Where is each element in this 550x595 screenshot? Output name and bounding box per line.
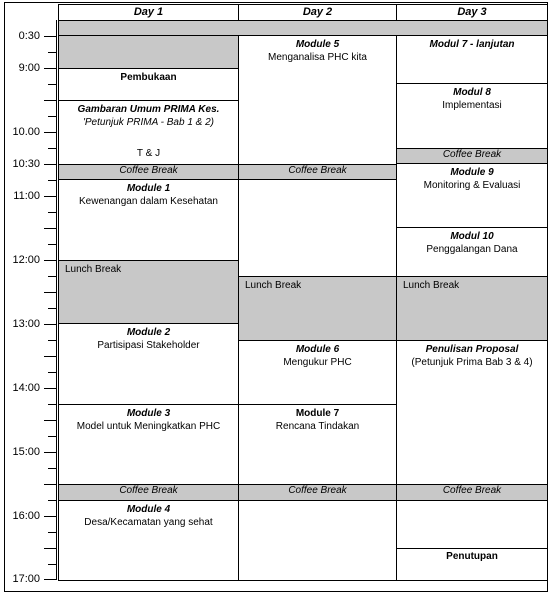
module-3-title: Module 3 xyxy=(126,408,171,419)
tick xyxy=(48,340,56,341)
day3-penulisan-proposal xyxy=(396,340,548,485)
day1-module-1 xyxy=(58,179,239,261)
day3-empty-block xyxy=(396,500,548,549)
module-5-title: Module 5 xyxy=(295,39,340,50)
tick xyxy=(48,532,56,533)
time-label-0900: 9:00 xyxy=(18,62,40,74)
day1-gambaran-umum xyxy=(58,100,239,165)
time-label-1100: 11:00 xyxy=(13,190,40,202)
time-label-1700: 17:00 xyxy=(12,573,40,585)
day1-module-2 xyxy=(58,323,239,405)
day1-pembukaan xyxy=(58,68,239,101)
tick xyxy=(44,100,56,101)
module-10-title: Modul 10 xyxy=(450,231,494,242)
tick xyxy=(44,292,56,293)
tick xyxy=(44,228,56,229)
tick xyxy=(44,196,56,197)
time-label-1300: 13:00 xyxy=(12,318,40,330)
day1-module-4 xyxy=(58,500,239,581)
time-axis-line xyxy=(56,20,57,580)
tick xyxy=(44,36,56,37)
day-header-1: Day 1 xyxy=(58,4,239,21)
tick xyxy=(48,436,56,437)
module-8-title: Modul 8 xyxy=(453,87,491,98)
tick xyxy=(44,388,56,389)
module-9-subtitle: Monitoring & Evaluasi xyxy=(423,180,521,191)
module-4-title: Module 4 xyxy=(126,504,171,515)
tick xyxy=(44,484,56,485)
module-5-subtitle: Menganalisa PHC kita xyxy=(268,52,367,63)
day2-module-6 xyxy=(238,340,397,405)
penutupan-label: Penutupan xyxy=(446,551,498,562)
proposal-title: Penulisan Proposal xyxy=(425,344,519,355)
module-4-subtitle: Desa/Kecamatan yang sehat xyxy=(84,517,213,528)
tick xyxy=(44,260,56,261)
day2-module-5 xyxy=(238,35,397,165)
time-label-1200: 12:00 xyxy=(12,254,40,266)
day2-final-block xyxy=(238,500,397,581)
time-label-0830: 0:30 xyxy=(18,30,40,42)
day2-coffee-break-2: Coffee Break xyxy=(238,484,397,501)
day3-penutupan xyxy=(396,548,548,581)
module-6-subtitle: Mengukur PHC xyxy=(283,357,352,368)
tick xyxy=(48,212,56,213)
time-label-1030: 10:30 xyxy=(12,158,40,170)
day1-prestart-block xyxy=(58,35,239,69)
tick xyxy=(44,516,56,517)
tick xyxy=(44,164,56,165)
tick xyxy=(44,356,56,357)
day3-lunch-break: Lunch Break xyxy=(396,276,548,341)
day1-module-3 xyxy=(58,404,239,485)
day3-module-10 xyxy=(396,227,548,277)
day1-coffee-break-1: Coffee Break xyxy=(58,164,239,180)
proposal-subtitle: (Petunjuk Prima Bab 3 & 4) xyxy=(411,357,533,368)
time-label-1500: 15:00 xyxy=(12,446,40,458)
module-6-title: Module 6 xyxy=(295,344,340,355)
gambaran-title: Gambaran Umum PRIMA Kes. xyxy=(77,104,220,115)
module-7-lanjutan-title: Modul 7 - lanjutan xyxy=(429,39,515,50)
module-3-subtitle: Model untuk Meningkatkan PHC xyxy=(76,421,221,432)
day2-lunch-break: Lunch Break xyxy=(238,276,397,341)
module-10-subtitle: Penggalangan Dana xyxy=(426,244,518,255)
tj-label: T & J xyxy=(136,148,161,159)
tick xyxy=(48,180,56,181)
day3-module-7-lanjutan xyxy=(396,35,548,84)
tick xyxy=(48,500,56,501)
time-label-1400: 14:00 xyxy=(12,382,40,394)
module-1-subtitle: Kewenangan dalam Kesehatan xyxy=(79,196,218,207)
day3-module-9 xyxy=(396,163,548,228)
module-9-title: Module 9 xyxy=(450,167,494,178)
day1-lunch-break: Lunch Break xyxy=(58,260,239,324)
day2-session-block xyxy=(238,179,397,277)
module-2-subtitle: Partisipasi Stakeholder xyxy=(97,340,200,351)
tick xyxy=(48,372,56,373)
day3-module-8 xyxy=(396,83,548,149)
module-1-title: Module 1 xyxy=(126,183,171,194)
tick xyxy=(48,244,56,245)
day3-coffee-break-2: Coffee Break xyxy=(396,484,548,501)
day2-module-7 xyxy=(238,404,397,485)
top-band xyxy=(58,20,548,36)
tick xyxy=(48,148,56,149)
module-8-subtitle: Implementasi xyxy=(442,100,502,111)
module-2-title: Module 2 xyxy=(126,327,171,338)
tick xyxy=(48,404,56,405)
time-label-1600: 16:00 xyxy=(12,510,40,522)
day-header-2: Day 2 xyxy=(238,4,397,21)
module-7-subtitle: Rencana Tindakan xyxy=(275,421,360,432)
tick xyxy=(44,420,56,421)
tick xyxy=(44,548,56,549)
tick xyxy=(48,468,56,469)
tick xyxy=(48,564,56,565)
day3-coffee-break-1: Coffee Break xyxy=(396,148,548,164)
gambaran-subtitle: 'Petunjuk PRIMA - Bab 1 & 2) xyxy=(82,117,215,128)
tick xyxy=(48,276,56,277)
tick xyxy=(48,52,56,53)
tick xyxy=(44,452,56,453)
tick xyxy=(44,132,56,133)
day-header-3: Day 3 xyxy=(396,4,548,21)
tick xyxy=(48,84,56,85)
tick xyxy=(44,68,56,69)
tick xyxy=(44,324,56,325)
tick xyxy=(48,116,56,117)
day1-coffee-break-2: Coffee Break xyxy=(58,484,239,501)
time-label-1000: 10.00 xyxy=(12,126,40,138)
module-7-title: Module 7 xyxy=(295,408,340,419)
tick xyxy=(48,308,56,309)
pembukaan-label: Pembukaan xyxy=(120,72,177,83)
day2-coffee-break-1: Coffee Break xyxy=(238,164,397,180)
tick xyxy=(44,579,56,580)
